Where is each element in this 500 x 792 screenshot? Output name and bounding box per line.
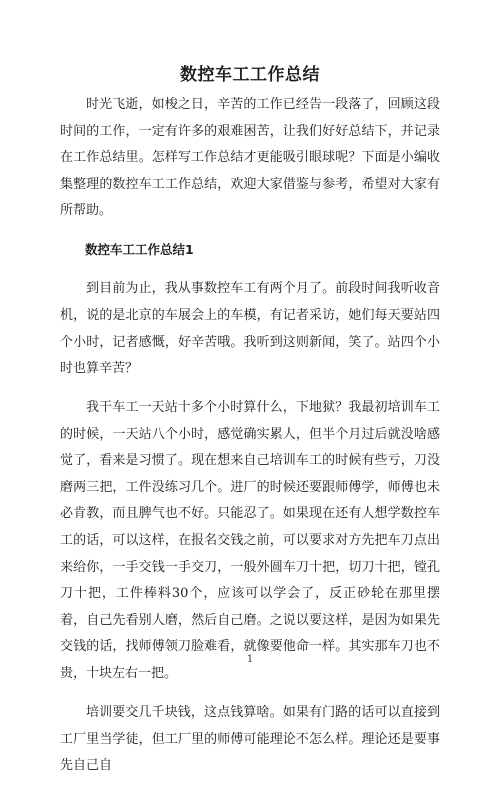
- document-body: [60, 92, 440, 792]
- page-number: 1: [246, 654, 254, 665]
- body-paragraph: 培训要交几千块钱，这点钱算啥。如果有门路的话可以直接到工厂里当学徒，但工厂里的师傅可能理论不怎么样。理论还是要事先自己自: [60, 705, 440, 774]
- body-paragraph: 我干车工一天站十多个小时算什么，下地狱？我最初培训车工的时候，一天站八个小时，感觉确实累人，但半个月过后就没啥感觉了，看来是习惯了。现在想来自己培训车工的时候有些亏，刀没磨两三把，工件没练习几个。进厂的时候还要跟师傅学，师傅也未必肯教，而且脾气也不好。只能忍了。如果现在还有人想学数控车工的话，可以这样，在报名交钱之前，可以要求对方先把车刀点出来给你，一手交钱一手交刀，一般外圆车刀十把，切刀十把，镗孔刀十把，工件棒料30个，应该可以学会了，反正砂轮在那里摆着，自己先看别人磨，然后自己磨。之说以要这样，是因为如果先交钱的话，找师傅领刀脸难看，就像要他命一样。其实那车刀也不贵，十块左右一把。: [60, 400, 440, 682]
- document-title: 数控车工工作总结: [180, 65, 320, 85]
- intro-paragraph: 时光飞逝，如梭之日，辛苦的工作已经告一段落了，回顾这段时间的工作，一定有许多的艰难困苦，让我们好好总结下，并记录在工作总结里。怎样写工作总结才更能吸引眼球呢？下面是小编收集整理的数控车工工作总结，欢迎大家借鉴与参考，希望对大家有所帮助。: [60, 97, 440, 219]
- section-heading: 数控车工工作总结1: [85, 242, 194, 258]
- body-paragraph: 到目前为止，我从事数控车工有两个月了。前段时间我听收音机，说的是北京的车展会上的车模，有记者采访，她们每天要站四个小时，记者感慨，好辛苦哦。我听到这则新闻，笑了。站四个小时也算辛苦？: [60, 281, 440, 377]
